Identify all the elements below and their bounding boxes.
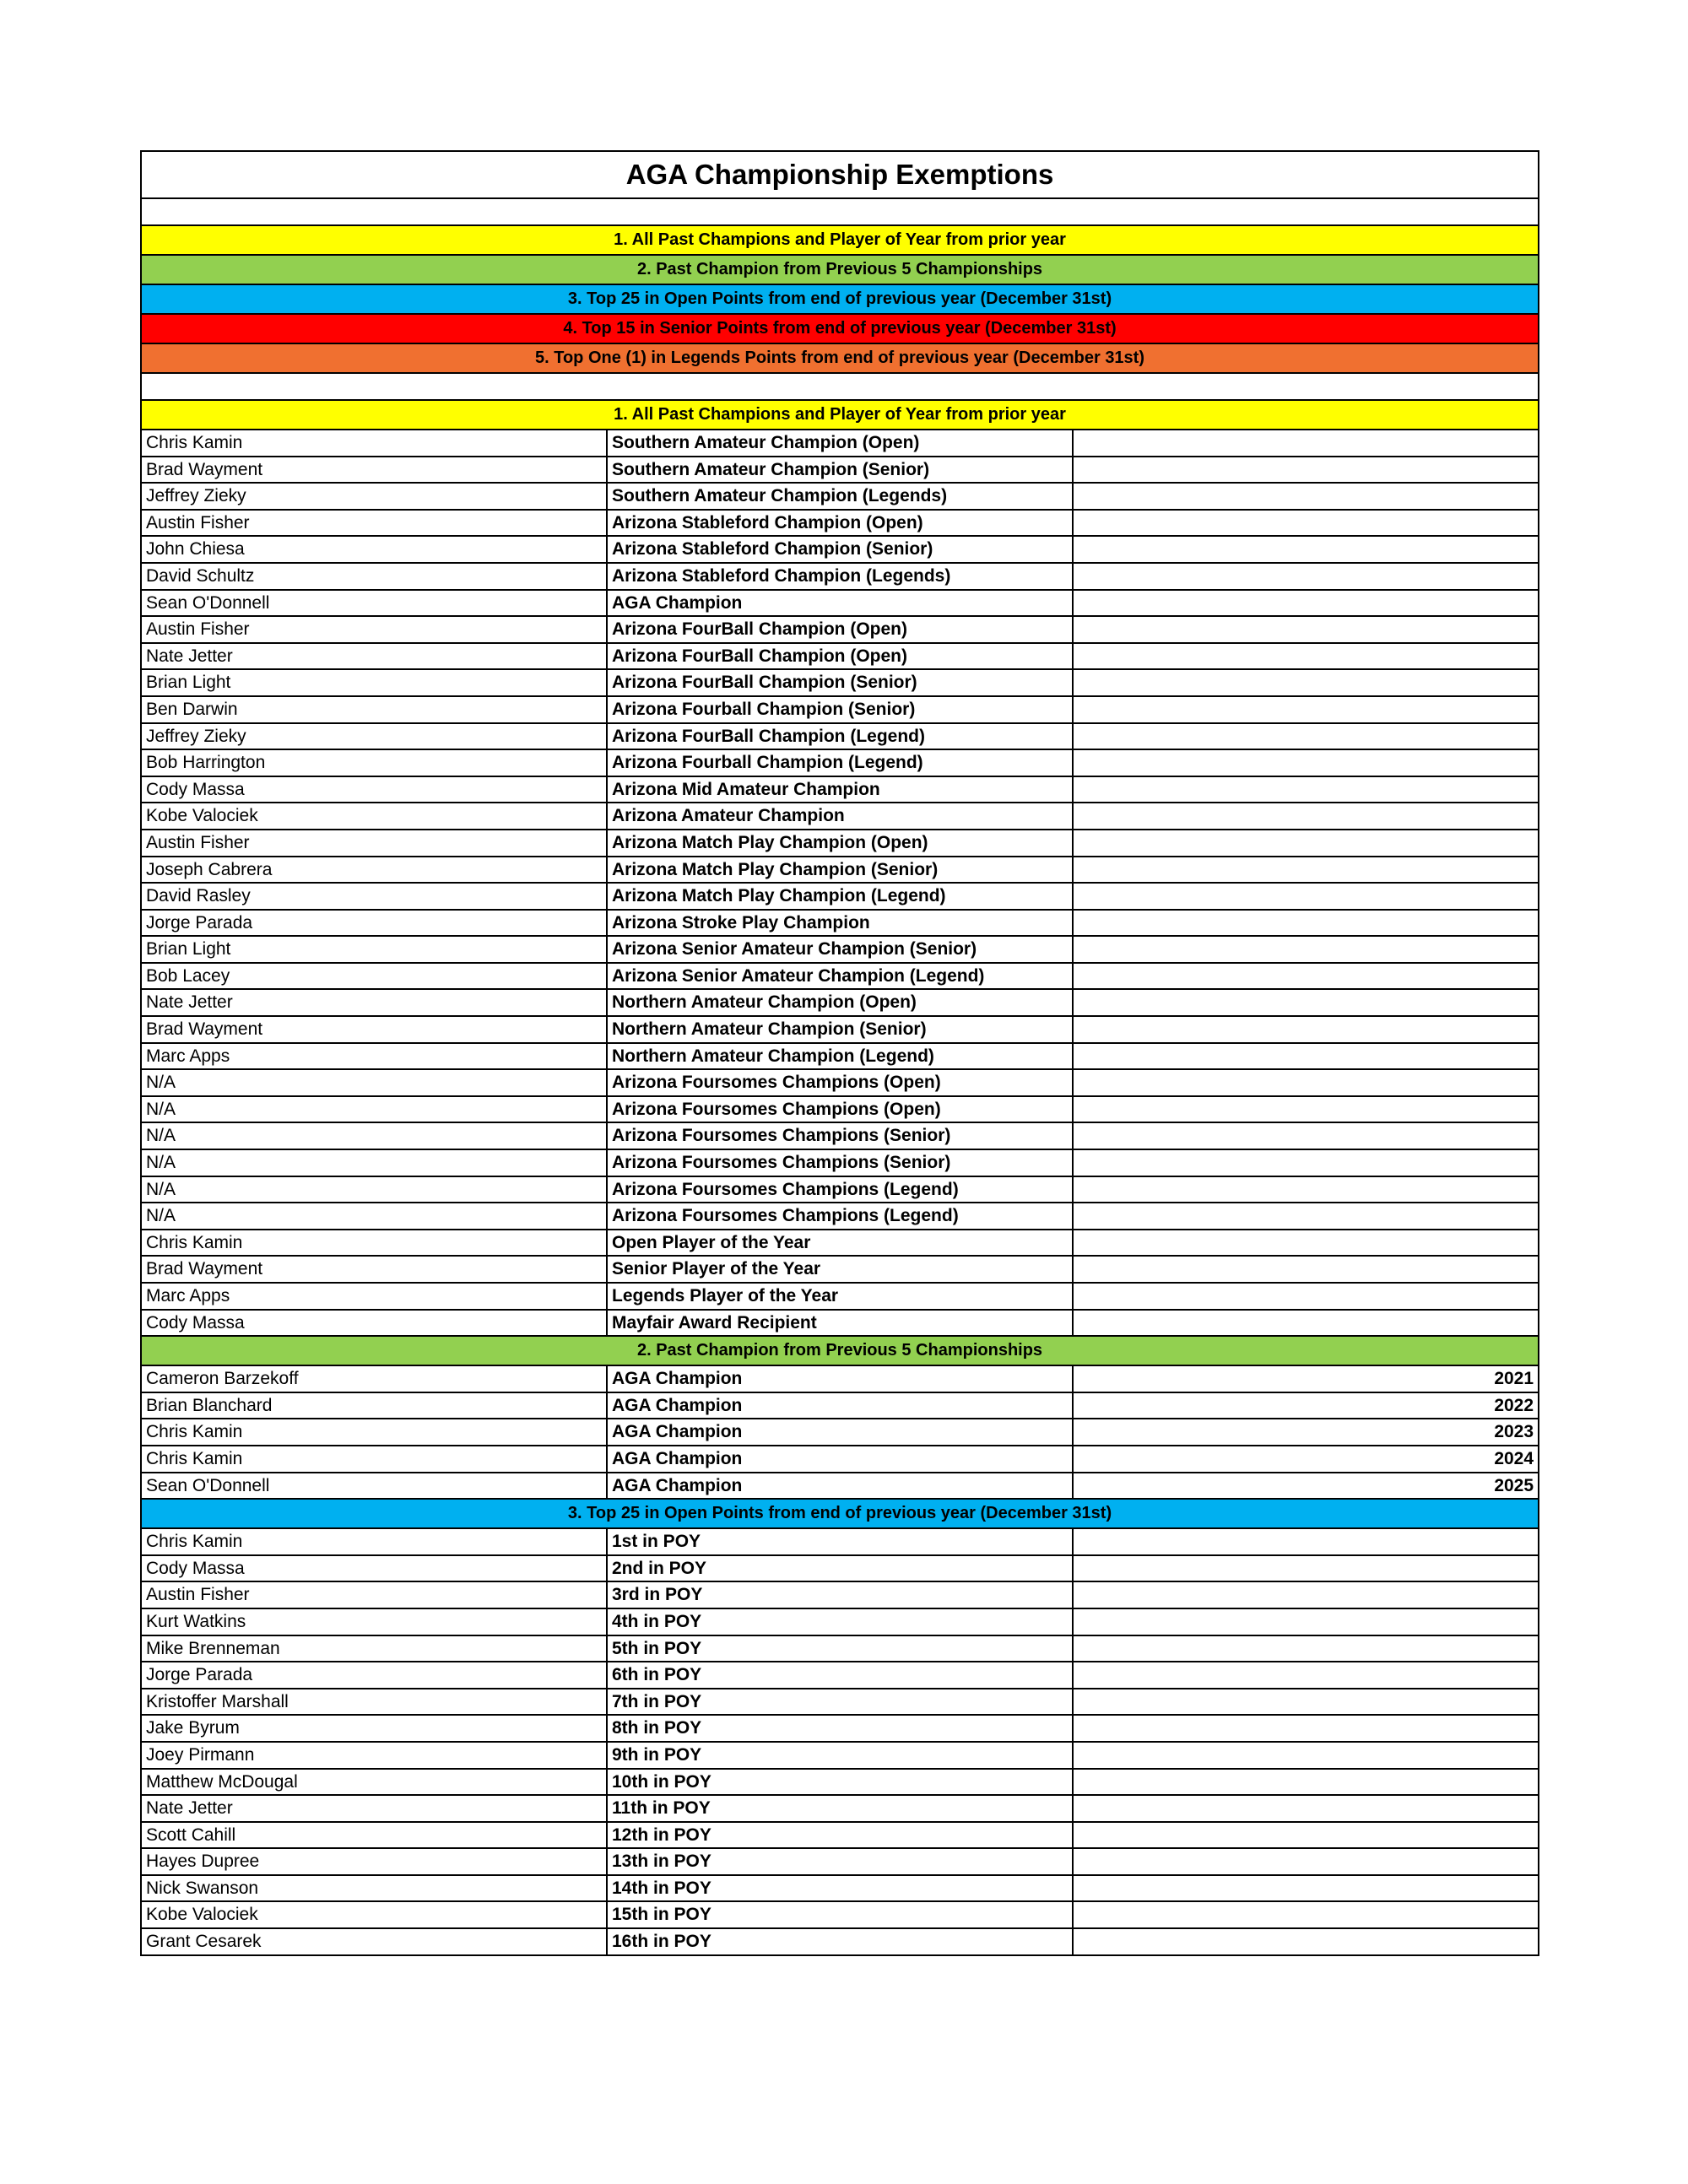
- award-cell: Arizona Match Play Champion (Legend): [607, 883, 1073, 910]
- table-row: [141, 830, 1539, 857]
- player-name-cell: N/A: [141, 1176, 607, 1203]
- table-row: [141, 1043, 1539, 1070]
- award-cell: Southern Amateur Champion (Legends): [607, 483, 1073, 510]
- table-row: [141, 1848, 1539, 1875]
- year-cell: [1073, 989, 1539, 1016]
- award-cell: Arizona Foursomes Champions (Senior): [607, 1149, 1073, 1176]
- table-row: [141, 1283, 1539, 1310]
- category-band-5: 5. Top One (1) in Legends Points from end of previous year (December 31st): [141, 343, 1539, 373]
- year-cell: 2023: [1073, 1419, 1539, 1446]
- award-cell: Arizona Foursomes Champions (Open): [607, 1069, 1073, 1096]
- table-row: [141, 1769, 1539, 1796]
- player-name-cell: Bob Lacey: [141, 963, 607, 990]
- table-row: [141, 723, 1539, 750]
- table-row: [141, 536, 1539, 563]
- award-cell: Mayfair Award Recipient: [607, 1310, 1073, 1337]
- award-cell: Arizona FourBall Champion (Senior): [607, 669, 1073, 696]
- table-row: [141, 803, 1539, 830]
- table-row: [141, 1555, 1539, 1582]
- player-name-cell: Austin Fisher: [141, 616, 607, 643]
- award-cell: Arizona Fourball Champion (Legend): [607, 749, 1073, 776]
- exemptions-table-body: [141, 151, 1539, 1955]
- year-cell: [1073, 1822, 1539, 1849]
- year-cell: [1073, 1795, 1539, 1822]
- table-row: [141, 1875, 1539, 1902]
- award-cell: Arizona Stableford Champion (Legends): [607, 563, 1073, 590]
- table-row: [141, 643, 1539, 670]
- category-band-3-row: [141, 284, 1539, 314]
- category-band-4: 4. Top 15 in Senior Points from end of previous year (December 31st): [141, 314, 1539, 343]
- award-cell: Arizona Senior Amateur Champion (Senior): [607, 936, 1073, 963]
- table-row: [141, 910, 1539, 937]
- year-cell: [1073, 723, 1539, 750]
- category-band-1-row: [141, 225, 1539, 255]
- award-cell: Northern Amateur Champion (Legend): [607, 1043, 1073, 1070]
- table-row: [141, 1901, 1539, 1928]
- award-cell: Senior Player of the Year: [607, 1256, 1073, 1283]
- year-cell: 2021: [1073, 1365, 1539, 1392]
- table-row: [141, 1581, 1539, 1608]
- year-cell: [1073, 1528, 1539, 1555]
- year-cell: [1073, 563, 1539, 590]
- year-cell: [1073, 1742, 1539, 1769]
- table-row: [141, 989, 1539, 1016]
- player-name-cell: Hayes Dupree: [141, 1848, 607, 1875]
- player-name-cell: Austin Fisher: [141, 510, 607, 537]
- player-name-cell: Brad Wayment: [141, 457, 607, 484]
- award-cell: Arizona Stableford Champion (Open): [607, 510, 1073, 537]
- section-header-3: 3. Top 25 in Open Points from end of previous year (December 31st): [141, 1499, 1539, 1528]
- year-cell: [1073, 1149, 1539, 1176]
- award-cell: 12th in POY: [607, 1822, 1073, 1849]
- table-row: [141, 1230, 1539, 1257]
- table-row: [141, 776, 1539, 803]
- award-cell: AGA Champion: [607, 1419, 1073, 1446]
- award-cell: AGA Champion: [607, 1392, 1073, 1419]
- award-cell: 9th in POY: [607, 1742, 1073, 1769]
- player-name-cell: Sean O'Donnell: [141, 1473, 607, 1500]
- table-row: [141, 1365, 1539, 1392]
- award-cell: AGA Champion: [607, 590, 1073, 617]
- section-header-2: 2. Past Champion from Previous 5 Championships: [141, 1336, 1539, 1365]
- player-name-cell: Chris Kamin: [141, 1230, 607, 1257]
- year-cell: [1073, 1581, 1539, 1608]
- year-cell: [1073, 1662, 1539, 1689]
- year-cell: [1073, 536, 1539, 563]
- award-cell: Arizona FourBall Champion (Open): [607, 643, 1073, 670]
- award-cell: 5th in POY: [607, 1635, 1073, 1662]
- blank-cell: [141, 198, 1539, 225]
- year-cell: [1073, 510, 1539, 537]
- section-header-1: 1. All Past Champions and Player of Year from prior year: [141, 400, 1539, 430]
- table-row: [141, 963, 1539, 990]
- award-cell: 6th in POY: [607, 1662, 1073, 1689]
- player-name-cell: Jake Byrum: [141, 1715, 607, 1742]
- player-name-cell: Brian Light: [141, 936, 607, 963]
- year-cell: [1073, 776, 1539, 803]
- table-row: [141, 936, 1539, 963]
- blank-row: [141, 373, 1539, 400]
- category-band-2-row: [141, 255, 1539, 284]
- player-name-cell: Grant Cesarek: [141, 1928, 607, 1955]
- player-name-cell: Matthew McDougal: [141, 1769, 607, 1796]
- player-name-cell: Chris Kamin: [141, 430, 607, 457]
- year-cell: [1073, 1848, 1539, 1875]
- table-row: [141, 1928, 1539, 1955]
- player-name-cell: Nate Jetter: [141, 1795, 607, 1822]
- player-name-cell: Chris Kamin: [141, 1446, 607, 1473]
- table-row: [141, 510, 1539, 537]
- player-name-cell: Nate Jetter: [141, 989, 607, 1016]
- player-name-cell: Marc Apps: [141, 1283, 607, 1310]
- player-name-cell: Nick Swanson: [141, 1875, 607, 1902]
- year-cell: [1073, 1310, 1539, 1337]
- year-cell: [1073, 1176, 1539, 1203]
- award-cell: 7th in POY: [607, 1689, 1073, 1716]
- award-cell: Arizona Foursomes Champions (Open): [607, 1096, 1073, 1123]
- table-row: [141, 1176, 1539, 1203]
- year-cell: [1073, 936, 1539, 963]
- player-name-cell: Kurt Watkins: [141, 1608, 607, 1635]
- player-name-cell: Austin Fisher: [141, 1581, 607, 1608]
- table-row: [141, 1446, 1539, 1473]
- year-cell: [1073, 803, 1539, 830]
- year-cell: [1073, 1901, 1539, 1928]
- player-name-cell: Cody Massa: [141, 776, 607, 803]
- year-cell: [1073, 857, 1539, 884]
- award-cell: Arizona FourBall Champion (Legend): [607, 723, 1073, 750]
- player-name-cell: Jorge Parada: [141, 910, 607, 937]
- year-cell: [1073, 1555, 1539, 1582]
- player-name-cell: John Chiesa: [141, 536, 607, 563]
- award-cell: Northern Amateur Champion (Open): [607, 989, 1073, 1016]
- player-name-cell: Joseph Cabrera: [141, 857, 607, 884]
- page-title: AGA Championship Exemptions: [141, 151, 1539, 198]
- section-header-2-row: [141, 1336, 1539, 1365]
- year-cell: [1073, 696, 1539, 723]
- award-cell: 11th in POY: [607, 1795, 1073, 1822]
- table-row: [141, 1016, 1539, 1043]
- year-cell: [1073, 430, 1539, 457]
- table-row: [141, 1122, 1539, 1149]
- award-cell: AGA Champion: [607, 1446, 1073, 1473]
- player-name-cell: Brian Light: [141, 669, 607, 696]
- table-row: [141, 1310, 1539, 1337]
- player-name-cell: N/A: [141, 1069, 607, 1096]
- player-name-cell: N/A: [141, 1203, 607, 1230]
- award-cell: Arizona Foursomes Champions (Legend): [607, 1176, 1073, 1203]
- title-row: [141, 151, 1539, 198]
- award-cell: Southern Amateur Champion (Senior): [607, 457, 1073, 484]
- section-header-3-row: [141, 1499, 1539, 1528]
- award-cell: Arizona Match Play Champion (Senior): [607, 857, 1073, 884]
- table-row: [141, 1256, 1539, 1283]
- award-cell: Arizona Stableford Champion (Senior): [607, 536, 1073, 563]
- year-cell: [1073, 830, 1539, 857]
- table-row: [141, 590, 1539, 617]
- category-band-1: 1. All Past Champions and Player of Year from prior year: [141, 225, 1539, 255]
- player-name-cell: Brian Blanchard: [141, 1392, 607, 1419]
- award-cell: Arizona Foursomes Champions (Legend): [607, 1203, 1073, 1230]
- table-row: [141, 1742, 1539, 1769]
- player-name-cell: Brad Wayment: [141, 1016, 607, 1043]
- player-name-cell: David Schultz: [141, 563, 607, 590]
- category-band-5-row: [141, 343, 1539, 373]
- player-name-cell: Bob Harrington: [141, 749, 607, 776]
- table-row: [141, 1528, 1539, 1555]
- award-cell: Southern Amateur Champion (Open): [607, 430, 1073, 457]
- year-cell: [1073, 1096, 1539, 1123]
- table-row: [141, 1203, 1539, 1230]
- table-row: [141, 1608, 1539, 1635]
- table-row: [141, 563, 1539, 590]
- table-row: [141, 483, 1539, 510]
- category-band-4-row: [141, 314, 1539, 343]
- player-name-cell: Joey Pirmann: [141, 1742, 607, 1769]
- blank-cell: [141, 373, 1539, 400]
- award-cell: AGA Champion: [607, 1365, 1073, 1392]
- award-cell: 3rd in POY: [607, 1581, 1073, 1608]
- year-cell: [1073, 669, 1539, 696]
- year-cell: [1073, 749, 1539, 776]
- year-cell: [1073, 643, 1539, 670]
- award-cell: Arizona Amateur Champion: [607, 803, 1073, 830]
- table-row: [141, 457, 1539, 484]
- player-name-cell: Nate Jetter: [141, 643, 607, 670]
- award-cell: 13th in POY: [607, 1848, 1073, 1875]
- table-row: [141, 857, 1539, 884]
- award-cell: 14th in POY: [607, 1875, 1073, 1902]
- year-cell: [1073, 1715, 1539, 1742]
- year-cell: [1073, 1256, 1539, 1283]
- player-name-cell: N/A: [141, 1149, 607, 1176]
- player-name-cell: Chris Kamin: [141, 1528, 607, 1555]
- player-name-cell: Sean O'Donnell: [141, 590, 607, 617]
- year-cell: 2022: [1073, 1392, 1539, 1419]
- table-row: [141, 1473, 1539, 1500]
- table-row: [141, 696, 1539, 723]
- year-cell: [1073, 910, 1539, 937]
- category-band-3: 3. Top 25 in Open Points from end of previous year (December 31st): [141, 284, 1539, 314]
- year-cell: [1073, 1928, 1539, 1955]
- year-cell: [1073, 457, 1539, 484]
- table-row: [141, 1096, 1539, 1123]
- table-row: [141, 1715, 1539, 1742]
- player-name-cell: N/A: [141, 1096, 607, 1123]
- award-cell: Arizona Match Play Champion (Open): [607, 830, 1073, 857]
- award-cell: Arizona FourBall Champion (Open): [607, 616, 1073, 643]
- year-cell: [1073, 616, 1539, 643]
- table-row: [141, 1662, 1539, 1689]
- award-cell: Arizona Stroke Play Champion: [607, 910, 1073, 937]
- section-header-1-row: [141, 400, 1539, 430]
- table-row: [141, 1689, 1539, 1716]
- player-name-cell: Kobe Valociek: [141, 1901, 607, 1928]
- blank-row: [141, 198, 1539, 225]
- award-cell: 10th in POY: [607, 1769, 1073, 1796]
- year-cell: [1073, 1016, 1539, 1043]
- player-name-cell: Cody Massa: [141, 1555, 607, 1582]
- player-name-cell: Ben Darwin: [141, 696, 607, 723]
- year-cell: [1073, 1689, 1539, 1716]
- player-name-cell: Brad Wayment: [141, 1256, 607, 1283]
- award-cell: Arizona Senior Amateur Champion (Legend): [607, 963, 1073, 990]
- award-cell: Northern Amateur Champion (Senior): [607, 1016, 1073, 1043]
- player-name-cell: Kristoffer Marshall: [141, 1689, 607, 1716]
- table-row: [141, 1149, 1539, 1176]
- year-cell: [1073, 1203, 1539, 1230]
- table-row: [141, 430, 1539, 457]
- year-cell: 2025: [1073, 1473, 1539, 1500]
- award-cell: 16th in POY: [607, 1928, 1073, 1955]
- player-name-cell: Mike Brenneman: [141, 1635, 607, 1662]
- table-row: [141, 1069, 1539, 1096]
- year-cell: [1073, 483, 1539, 510]
- player-name-cell: Jeffrey Zieky: [141, 723, 607, 750]
- table-row: [141, 669, 1539, 696]
- award-cell: 8th in POY: [607, 1715, 1073, 1742]
- player-name-cell: David Rasley: [141, 883, 607, 910]
- award-cell: Legends Player of the Year: [607, 1283, 1073, 1310]
- year-cell: [1073, 1069, 1539, 1096]
- award-cell: Arizona Foursomes Champions (Senior): [607, 1122, 1073, 1149]
- year-cell: [1073, 1230, 1539, 1257]
- year-cell: [1073, 963, 1539, 990]
- player-name-cell: Cody Massa: [141, 1310, 607, 1337]
- year-cell: [1073, 1769, 1539, 1796]
- year-cell: 2024: [1073, 1446, 1539, 1473]
- year-cell: [1073, 590, 1539, 617]
- table-row: [141, 1822, 1539, 1849]
- player-name-cell: N/A: [141, 1122, 607, 1149]
- award-cell: 2nd in POY: [607, 1555, 1073, 1582]
- year-cell: [1073, 1043, 1539, 1070]
- player-name-cell: Kobe Valociek: [141, 803, 607, 830]
- table-row: [141, 616, 1539, 643]
- player-name-cell: Marc Apps: [141, 1043, 607, 1070]
- award-cell: 4th in POY: [607, 1608, 1073, 1635]
- table-row: [141, 1635, 1539, 1662]
- exemptions-table: [140, 150, 1539, 1956]
- player-name-cell: Scott Cahill: [141, 1822, 607, 1849]
- player-name-cell: Cameron Barzekoff: [141, 1365, 607, 1392]
- year-cell: [1073, 1122, 1539, 1149]
- award-cell: Arizona Fourball Champion (Senior): [607, 696, 1073, 723]
- year-cell: [1073, 1875, 1539, 1902]
- year-cell: [1073, 1608, 1539, 1635]
- table-row: [141, 883, 1539, 910]
- table-row: [141, 1419, 1539, 1446]
- award-cell: 1st in POY: [607, 1528, 1073, 1555]
- player-name-cell: Jeffrey Zieky: [141, 483, 607, 510]
- category-band-2: 2. Past Champion from Previous 5 Championships: [141, 255, 1539, 284]
- table-row: [141, 1392, 1539, 1419]
- award-cell: Open Player of the Year: [607, 1230, 1073, 1257]
- award-cell: 15th in POY: [607, 1901, 1073, 1928]
- award-cell: AGA Champion: [607, 1473, 1073, 1500]
- player-name-cell: Chris Kamin: [141, 1419, 607, 1446]
- table-row: [141, 1795, 1539, 1822]
- player-name-cell: Jorge Parada: [141, 1662, 607, 1689]
- table-row: [141, 749, 1539, 776]
- year-cell: [1073, 1283, 1539, 1310]
- player-name-cell: Austin Fisher: [141, 830, 607, 857]
- year-cell: [1073, 883, 1539, 910]
- award-cell: Arizona Mid Amateur Champion: [607, 776, 1073, 803]
- year-cell: [1073, 1635, 1539, 1662]
